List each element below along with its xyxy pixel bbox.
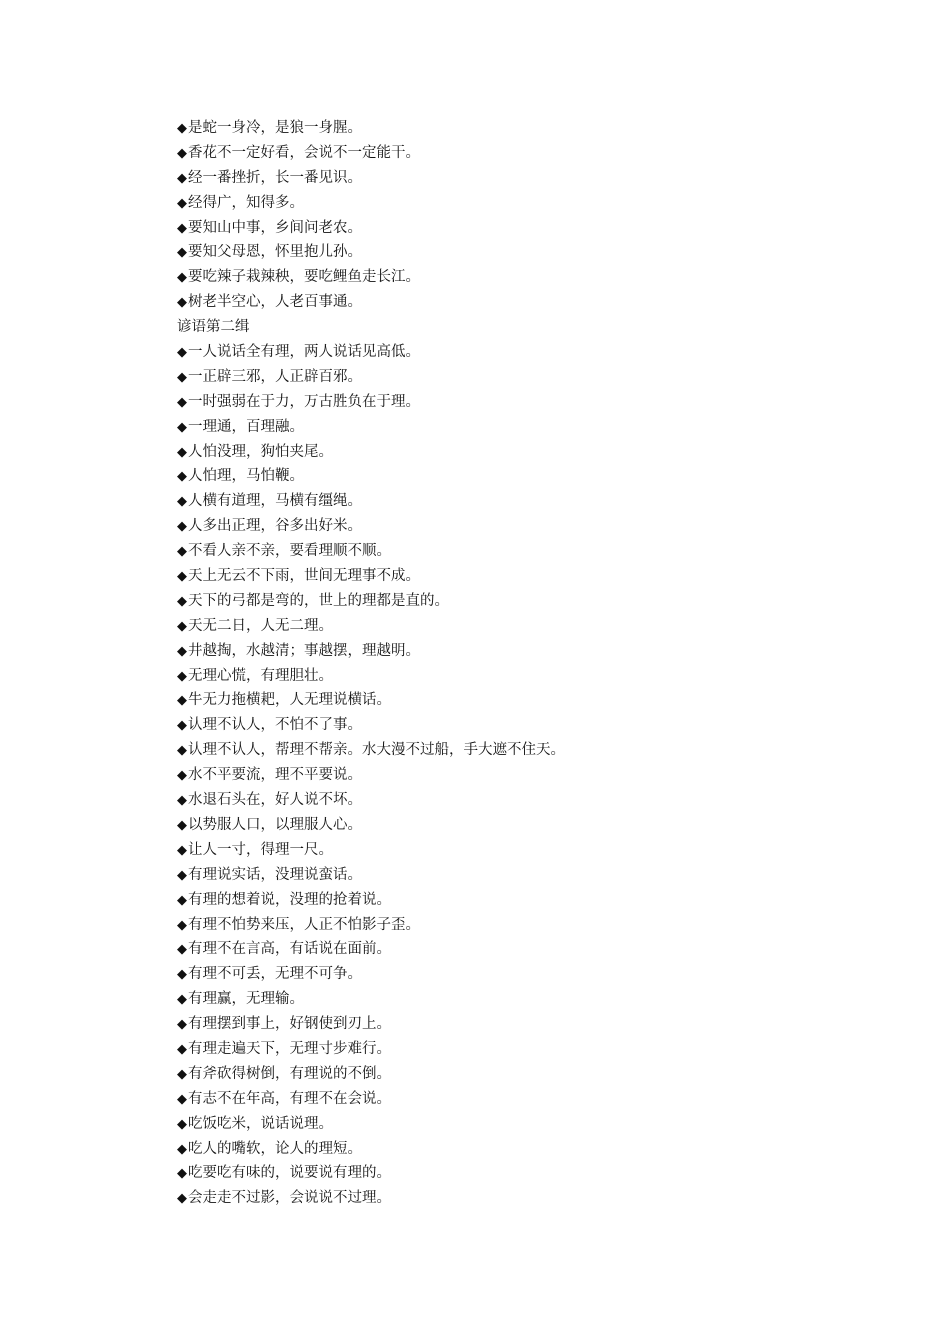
diamond-bullet-icon: ◆ <box>177 668 187 684</box>
diamond-bullet-icon: ◆ <box>177 494 187 510</box>
proverb-line: ◆人多出正理，谷多出好米。 <box>177 514 877 539</box>
proverb-line: ◆一时强弱在于力，万古胜负在于理。 <box>177 390 877 415</box>
diamond-bullet-icon: ◆ <box>177 768 187 784</box>
diamond-bullet-icon: ◆ <box>177 718 187 734</box>
diamond-bullet-icon: ◆ <box>177 245 187 261</box>
proverb-line: ◆一人说话全有理，两人说话见高低。 <box>177 340 877 365</box>
diamond-bullet-icon: ◆ <box>177 519 187 535</box>
diamond-bullet-icon: ◆ <box>177 643 187 659</box>
proverb-line: ◆水不平要流，理不平要说。 <box>177 763 877 788</box>
proverb-line: ◆以势服人口，以理服人心。 <box>177 813 877 838</box>
section-heading: 谚语第二缉 <box>177 319 250 336</box>
proverb-line: ◆要知父母恩，怀里抱儿孙。 <box>177 240 877 265</box>
diamond-bullet-icon: ◆ <box>177 394 187 410</box>
diamond-bullet-icon: ◆ <box>177 892 187 908</box>
proverb-line: ◆有志不在年高，有理不在会说。 <box>177 1087 877 1112</box>
diamond-bullet-icon: ◆ <box>177 1141 187 1157</box>
proverb-list <box>177 116 877 1211</box>
diamond-bullet-icon: ◆ <box>177 195 187 211</box>
proverb-line: ◆人横有道理，马横有缰绳。 <box>177 489 877 514</box>
proverb-line: ◆会走走不过影，会说说不过理。 <box>177 1186 877 1211</box>
proverb-line: ◆一理通，百理融。 <box>177 415 877 440</box>
diamond-bullet-icon: ◆ <box>177 1116 187 1132</box>
proverb-line: ◆不看人亲不亲，要看理顺不顺。 <box>177 539 877 564</box>
diamond-bullet-icon: ◆ <box>177 917 187 933</box>
diamond-bullet-icon: ◆ <box>177 469 187 485</box>
proverb-line: ◆一正辟三邪，人正辟百邪。 <box>177 365 877 390</box>
proverb-line: ◆树老半空心，人老百事通。 <box>177 290 877 315</box>
proverb-line: ◆有理摆到事上，好钢使到刃上。 <box>177 1012 877 1037</box>
diamond-bullet-icon: ◆ <box>177 992 187 1008</box>
proverb-line: ◆有理走遍天下，无理寸步难行。 <box>177 1037 877 1062</box>
diamond-bullet-icon: ◆ <box>177 867 187 883</box>
proverb-line: ◆要知山中事，乡间问老农。 <box>177 216 877 241</box>
diamond-bullet-icon: ◆ <box>177 967 187 983</box>
diamond-bullet-icon: ◆ <box>177 270 187 286</box>
proverb-line: ◆经一番挫折，长一番见识。 <box>177 166 877 191</box>
diamond-bullet-icon: ◆ <box>177 369 187 385</box>
diamond-bullet-icon: ◆ <box>177 1041 187 1057</box>
proverb-line: ◆有理不在言高，有话说在面前。 <box>177 937 877 962</box>
diamond-bullet-icon: ◆ <box>177 295 187 311</box>
proverb-line: ◆有理不可丢，无理不可争。 <box>177 962 877 987</box>
proverb-line: ◆井越掏，水越清；事越摆，理越明。 <box>177 639 877 664</box>
diamond-bullet-icon: ◆ <box>177 419 187 435</box>
diamond-bullet-icon: ◆ <box>177 743 187 759</box>
diamond-bullet-icon: ◆ <box>177 693 187 709</box>
diamond-bullet-icon: ◆ <box>177 1091 187 1107</box>
diamond-bullet-icon: ◆ <box>177 444 187 460</box>
diamond-bullet-icon: ◆ <box>177 593 187 609</box>
proverb-line: ◆要吃辣子栽辣秧，要吃鲤鱼走长江。 <box>177 265 877 290</box>
proverb-line: ◆是蛇一身冷，是狼一身腥。 <box>177 116 877 141</box>
proverb-line: ◆吃饭吃米，说话说理。 <box>177 1112 877 1137</box>
diamond-bullet-icon: ◆ <box>177 1017 187 1033</box>
diamond-bullet-icon: ◆ <box>177 842 187 858</box>
diamond-bullet-icon: ◆ <box>177 1191 187 1207</box>
proverb-line: ◆天下的弓都是弯的，世上的理都是直的。 <box>177 589 877 614</box>
proverb-line: ◆经得广，知得多。 <box>177 191 877 216</box>
diamond-bullet-icon: ◆ <box>177 1166 187 1182</box>
proverb-line: ◆有理说实话，没理说蛮话。 <box>177 863 877 888</box>
proverb-line: ◆有斧砍得树倒，有理说的不倒。 <box>177 1062 877 1087</box>
diamond-bullet-icon: ◆ <box>177 121 187 136</box>
diamond-bullet-icon: ◆ <box>177 942 187 958</box>
proverb-line: ◆有理赢，无理输。 <box>177 987 877 1012</box>
proverb-line: ◆无理心慌，有理胆壮。 <box>177 664 877 689</box>
proverb-line: ◆有理不怕势来压，人正不怕影子歪。 <box>177 913 877 938</box>
proverb-line: ◆吃要吃有味的，说要说有理的。 <box>177 1161 877 1186</box>
diamond-bullet-icon: ◆ <box>177 170 187 186</box>
proverb-line: ◆天无二日，人无二理。 <box>177 614 877 639</box>
proverb-line: ◆天上无云不下雨，世间无理事不成。 <box>177 564 877 589</box>
diamond-bullet-icon: ◆ <box>177 569 187 585</box>
proverb-line: ◆水退石头在，好人说不坏。 <box>177 788 877 813</box>
proverb-line: ◆吃人的嘴软，论人的理短。 <box>177 1137 877 1162</box>
proverb-line: ◆香花不一定好看，会说不一定能干。 <box>177 141 877 166</box>
proverb-line: ◆让人一寸，得理一尺。 <box>177 838 877 863</box>
diamond-bullet-icon: ◆ <box>177 220 187 236</box>
proverb-line: ◆人怕没理，狗怕夹尾。 <box>177 440 877 465</box>
proverb-line: ◆人怕理，马怕鞭。 <box>177 464 877 489</box>
diamond-bullet-icon: ◆ <box>177 345 187 361</box>
diamond-bullet-icon: ◆ <box>177 544 187 560</box>
diamond-bullet-icon: ◆ <box>177 145 187 161</box>
proverb-line: ◆认理不认人，帮理不帮亲。水大漫不过船，手大遮不住天。 <box>177 738 877 763</box>
proverb-line: ◆认理不认人，不怕不了事。 <box>177 713 877 738</box>
proverb-line: ◆有理的想着说，没理的抢着说。 <box>177 888 877 913</box>
diamond-bullet-icon: ◆ <box>177 618 187 634</box>
proverb-line: ◆牛无力拖横耙，人无理说横话。 <box>177 688 877 713</box>
diamond-bullet-icon: ◆ <box>177 793 187 809</box>
diamond-bullet-icon: ◆ <box>177 817 187 833</box>
diamond-bullet-icon: ◆ <box>177 1066 187 1082</box>
